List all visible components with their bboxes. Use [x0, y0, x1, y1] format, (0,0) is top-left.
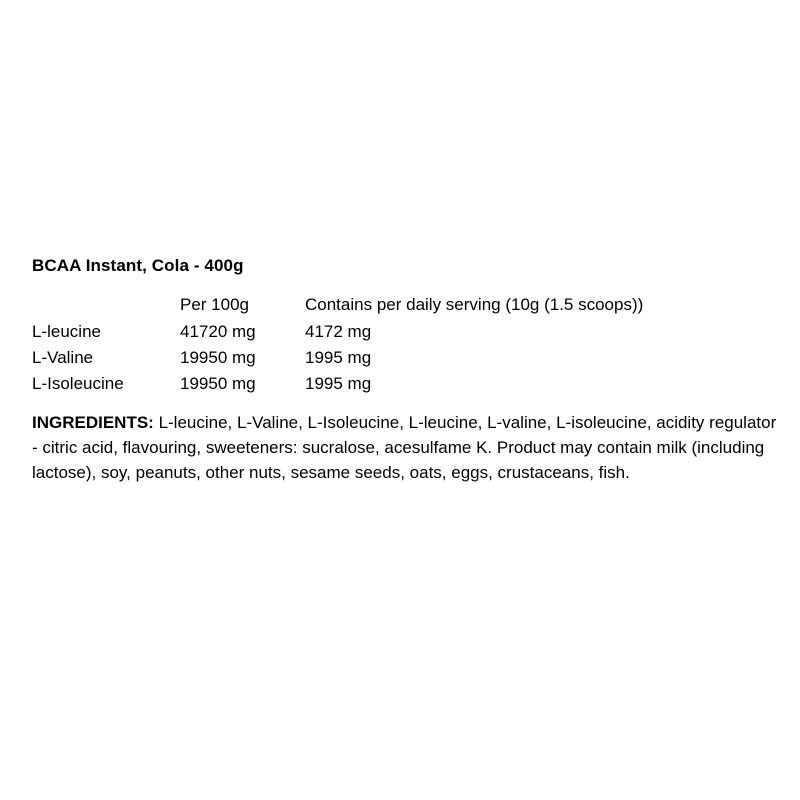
table-body [32, 323, 643, 401]
table-row [32, 375, 643, 401]
column-header-per-100g: Per 100g [180, 294, 249, 314]
row-value-per-serving: 4172 mg [305, 321, 372, 341]
row-value-per-serving: 1995 mg [305, 373, 372, 393]
column-header-name [32, 296, 180, 323]
ingredients-text: L-leucine, L-Valine, L-Isoleucine, L-leucine, L-valine, L-isoleucine, acidity regulator - citric acid, flavouring, sweeteners: sucralose, acesulfame K. Product may contain milk (including lactose), soy, peanuts, other nuts, sesame seeds, oats, eggs, crustaceans, fish. [32, 412, 777, 482]
row-label: L-Valine [32, 347, 94, 367]
nutrition-label [32, 255, 777, 486]
page-title: BCAA Instant, Cola - 400g [32, 256, 244, 275]
row-label: L-Isoleucine [32, 373, 124, 393]
ingredients-paragraph [32, 411, 777, 486]
row-label: L-leucine [32, 321, 101, 341]
ingredients-heading: INGREDIENTS: [32, 412, 154, 432]
table-row [32, 349, 643, 375]
row-value-per-serving: 1995 mg [305, 347, 372, 367]
row-value-per-100g: 19950 mg [180, 373, 256, 393]
table-row [32, 323, 643, 349]
table-header [32, 296, 643, 323]
nutrition-table [32, 296, 643, 401]
row-value-per-100g: 41720 mg [180, 321, 256, 341]
column-header-per-serving: Contains per daily serving (10g (1.5 scoops)) [305, 294, 644, 314]
row-value-per-100g: 19950 mg [180, 347, 256, 367]
table-header-row [32, 296, 643, 323]
